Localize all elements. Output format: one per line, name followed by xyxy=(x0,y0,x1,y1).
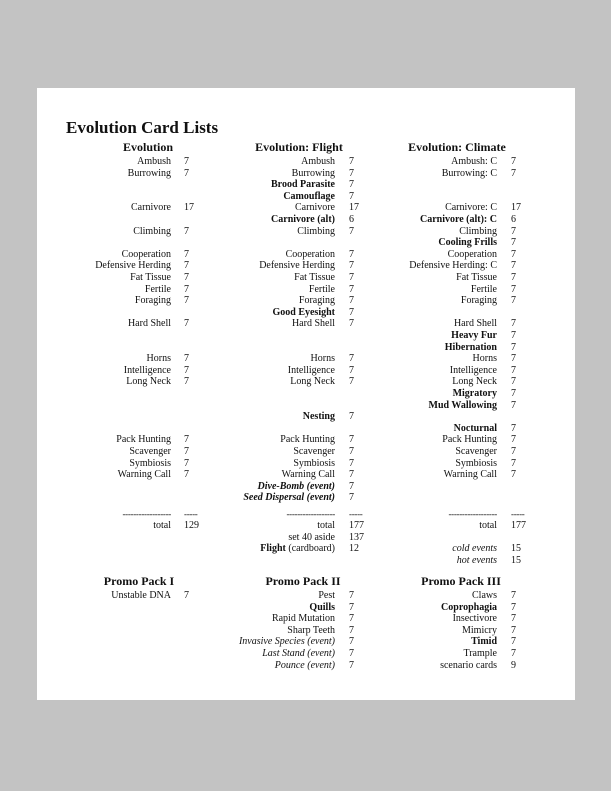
separator-dashes: ----- xyxy=(511,509,525,519)
list-item-name: Fat Tissue xyxy=(456,272,497,283)
promo-item-count: 7 xyxy=(511,648,516,659)
list-item-name: Mud Wallowing xyxy=(428,399,497,411)
list-item-count: 7 xyxy=(511,260,516,272)
separator-dashes: ------------------ xyxy=(448,509,497,519)
list-item-count: 7 xyxy=(184,364,189,376)
page-title: Evolution Card Lists xyxy=(66,118,219,137)
list-item-count: 7 xyxy=(184,248,189,260)
promo-item-name: Quills xyxy=(309,601,335,613)
list-item-name: Nocturnal xyxy=(453,422,497,434)
promo-item-count: 7 xyxy=(349,601,354,613)
promo-item-count: 7 xyxy=(511,624,516,636)
list-item-name: Migratory xyxy=(452,388,497,399)
promo-header: Promo Pack I xyxy=(103,574,175,588)
promo-item-count: 7 xyxy=(349,613,354,625)
list-item-name: Pack Hunting xyxy=(116,434,171,446)
list-item-name: Cooperation xyxy=(121,248,171,260)
promo-item-count: 7 xyxy=(184,590,189,601)
list-item-count: 7 xyxy=(184,283,189,295)
list-item-count: 7 xyxy=(349,457,354,469)
list-item-count: 7 xyxy=(511,330,516,341)
promo-item-count: 7 xyxy=(511,613,516,625)
promo-item-count: 7 xyxy=(511,601,516,613)
list-item-name: Dive-Bomb (event) xyxy=(257,480,335,492)
total-value: 129 xyxy=(184,520,199,531)
promo-header: Promo Pack III xyxy=(421,574,501,588)
list-item-name: Scavenger xyxy=(293,446,335,457)
list-item-name: Fertile xyxy=(308,283,335,295)
list-item-count: 7 xyxy=(511,318,516,330)
separator-dashes: ------------------ xyxy=(286,509,335,519)
list-item-count: 17 xyxy=(349,202,359,214)
list-item-count: 7 xyxy=(511,353,516,365)
separator-dashes: ------------------ xyxy=(122,509,171,519)
list-item-count: 7 xyxy=(184,434,189,446)
list-item-name: Symbiosis xyxy=(129,457,171,469)
list-item-count: 7 xyxy=(349,179,354,191)
total-value: 177 xyxy=(511,520,526,531)
list-item-count: 7 xyxy=(184,272,189,283)
total-value: 12 xyxy=(349,543,359,555)
list-item-name: Climbing xyxy=(297,225,335,237)
list-item-count: 7 xyxy=(184,225,189,237)
list-item-name: Fat Tissue xyxy=(294,272,335,283)
list-item-name: Intelligence xyxy=(449,364,497,376)
list-item-name: Ambush: C xyxy=(451,156,497,167)
total-label xyxy=(260,543,335,554)
list-item-count: 7 xyxy=(511,295,516,307)
list-item-count: 7 xyxy=(511,341,516,353)
total-label: total xyxy=(153,520,171,531)
list-item-name: Pack Hunting xyxy=(280,434,335,446)
list-header: Evolution xyxy=(122,140,173,154)
total-label: total xyxy=(479,520,497,531)
list-item-name: Hard Shell xyxy=(127,318,171,330)
list-item-count: 17 xyxy=(184,202,194,214)
total-label-bold: Flight xyxy=(260,543,286,555)
list-item-count: 7 xyxy=(511,376,516,388)
list-item-count: 7 xyxy=(349,353,354,365)
list-item-name: Defensive Herding xyxy=(259,260,335,272)
list-item-name: Carnivore (alt): C xyxy=(419,214,497,225)
list-item-count: 7 xyxy=(349,156,354,167)
list-item-count: 17 xyxy=(511,202,521,214)
promo-item-name: Rapid Mutation xyxy=(271,613,335,625)
promo-item-name: Invasive Species (event) xyxy=(238,636,335,648)
list-item-count: 7 xyxy=(349,318,354,330)
list-item-count: 7 xyxy=(511,422,516,434)
total-label-rest: (cardboard) xyxy=(285,543,335,555)
list-item-name: Horns xyxy=(472,353,497,365)
list-item-name: Horns xyxy=(310,353,335,365)
promo-item-count: 7 xyxy=(511,590,516,601)
document-page xyxy=(37,88,575,700)
promo-item-name: Last Stand (event) xyxy=(262,648,335,659)
list-item-name: Fat Tissue xyxy=(130,272,171,283)
list-item-name: Fertile xyxy=(144,283,171,295)
list-item-name: Scavenger xyxy=(129,446,171,457)
list-item-count: 7 xyxy=(511,446,516,457)
list-item-name: Foraging xyxy=(298,295,335,307)
list-item-name: Heavy Fur xyxy=(451,330,497,341)
promo-item-name: Pounce (event) xyxy=(274,659,335,671)
list-item-name: Symbiosis xyxy=(455,457,497,469)
list-item-name: Defensive Herding: C xyxy=(409,260,497,272)
list-item-count: 7 xyxy=(511,469,516,481)
list-item-name: Warning Call xyxy=(117,469,171,481)
list-item-count: 7 xyxy=(349,480,354,492)
list-item-count: 7 xyxy=(349,434,354,446)
list-item-count: 6 xyxy=(511,214,516,225)
list-item-name: Scavenger xyxy=(455,446,497,457)
promo-item-name: Mimicry xyxy=(462,624,497,636)
total-value: 137 xyxy=(349,531,364,543)
list-item-count: 7 xyxy=(349,248,354,260)
list-item-count: 7 xyxy=(511,388,516,399)
list-item-count: 7 xyxy=(349,167,354,179)
list-item-count: 7 xyxy=(184,318,189,330)
list-header: Evolution: Flight xyxy=(255,140,343,154)
list-item-count: 7 xyxy=(511,272,516,283)
list-item-name: Defensive Herding xyxy=(95,260,171,272)
promo-item-name: Coprophagia xyxy=(441,601,497,613)
list-item-count: 7 xyxy=(511,364,516,376)
list-item-count: 7 xyxy=(349,295,354,307)
list-item-name: Burrowing xyxy=(127,167,171,179)
promo-item-count: 7 xyxy=(349,636,354,648)
promo-item-count: 7 xyxy=(511,636,516,648)
list-item-count: 7 xyxy=(349,446,354,457)
list-item-count: 7 xyxy=(184,156,189,167)
list-item-count: 7 xyxy=(184,295,189,307)
list-item-name: Burrowing xyxy=(291,167,335,179)
list-item-count: 7 xyxy=(349,190,354,202)
list-item-name: Intelligence xyxy=(123,364,171,376)
list-item-name: Carnivore: C xyxy=(445,202,497,214)
list-item-name: Brood Parasite xyxy=(271,179,335,191)
total-label: total xyxy=(317,520,335,531)
list-item-count: 7 xyxy=(349,376,354,388)
list-item-count: 7 xyxy=(349,306,354,318)
list-item-name: Ambush xyxy=(301,156,335,167)
list-item-name: Carnivore xyxy=(295,202,335,214)
promo-item-name: Trample xyxy=(463,648,497,659)
list-item-count: 7 xyxy=(349,283,354,295)
promo-item-name: Sharp Teeth xyxy=(287,624,335,636)
promo-item-name: scenario cards xyxy=(440,659,497,671)
list-item-name: Hard Shell xyxy=(291,318,335,330)
separator-dashes: ----- xyxy=(349,509,363,519)
list-item-name: Ambush xyxy=(137,156,171,167)
list-item-count: 7 xyxy=(511,434,516,446)
list-item-name: Cooling Frills xyxy=(438,237,497,249)
total-value: 15 xyxy=(511,554,521,566)
list-item-name: Foraging xyxy=(134,295,171,307)
list-item-count: 7 xyxy=(511,237,516,249)
list-item-count: 7 xyxy=(349,364,354,376)
total-value: 177 xyxy=(349,520,364,531)
list-header: Evolution: Climate xyxy=(408,140,506,154)
list-item-name: Foraging xyxy=(460,295,497,307)
list-item-name: Intelligence xyxy=(287,364,335,376)
list-item-count: 7 xyxy=(184,469,189,481)
list-item-name: Carnivore xyxy=(131,202,171,214)
total-value: 15 xyxy=(511,543,521,555)
list-item-name: Nesting xyxy=(302,411,335,423)
list-item-count: 7 xyxy=(349,411,354,423)
list-item-name: Long Neck xyxy=(452,376,497,388)
promo-item-name: Pest xyxy=(318,590,335,601)
list-item-count: 7 xyxy=(511,156,516,167)
list-item-name: Symbiosis xyxy=(293,457,335,469)
promo-item-name: Unstable DNA xyxy=(111,590,171,601)
list-item-name: Fertile xyxy=(470,283,497,295)
list-item-name: Good Eyesight xyxy=(272,306,335,318)
list-item-name: Horns xyxy=(146,353,171,365)
promo-item-name: Timid xyxy=(471,636,497,648)
list-item-count: 7 xyxy=(184,376,189,388)
list-item-count: 6 xyxy=(349,214,354,225)
list-item-count: 7 xyxy=(511,399,516,411)
list-item-count: 7 xyxy=(349,260,354,272)
list-item-name: Long Neck xyxy=(126,376,171,388)
list-item-name: Climbing xyxy=(459,225,497,237)
promo-item-name: Insectivore xyxy=(452,613,497,625)
list-item-count: 7 xyxy=(184,446,189,457)
promo-item-count: 7 xyxy=(349,590,354,601)
list-item-count: 7 xyxy=(184,260,189,272)
list-item-name: Burrowing: C xyxy=(441,167,497,179)
list-item-name: Warning Call xyxy=(281,469,335,481)
promo-item-count: 9 xyxy=(511,659,516,671)
total-label: set 40 aside xyxy=(288,531,335,543)
separator-dashes: ----- xyxy=(184,509,198,519)
list-item-count: 7 xyxy=(349,492,354,504)
list-item-count: 7 xyxy=(349,469,354,481)
list-item-count: 7 xyxy=(184,353,189,365)
list-item-name: Cooperation xyxy=(285,248,335,260)
list-item-name: Seed Dispersal (event) xyxy=(243,492,335,504)
promo-item-count: 7 xyxy=(349,648,354,659)
total-label: hot events xyxy=(456,554,497,566)
list-item-count: 7 xyxy=(184,457,189,469)
list-item-count: 7 xyxy=(511,167,516,179)
promo-item-name: Claws xyxy=(472,590,497,601)
list-item-count: 7 xyxy=(349,225,354,237)
promo-item-count: 7 xyxy=(349,659,354,671)
list-item-name: Climbing xyxy=(133,225,171,237)
list-item-name: Camouflage xyxy=(283,190,335,202)
list-item-name: Warning Call xyxy=(443,469,497,481)
list-item-count: 7 xyxy=(184,167,189,179)
list-item-count: 7 xyxy=(349,272,354,283)
promo-header: Promo Pack II xyxy=(265,574,341,588)
list-item-count: 7 xyxy=(511,225,516,237)
list-item-count: 7 xyxy=(511,457,516,469)
list-item-name: Carnivore (alt) xyxy=(271,214,335,225)
list-item-name: Cooperation xyxy=(447,248,497,260)
list-item-name: Pack Hunting xyxy=(442,434,497,446)
promo-item-count: 7 xyxy=(349,624,354,636)
total-label: cold events xyxy=(452,543,497,555)
list-item-name: Long Neck xyxy=(290,376,335,388)
list-item-name: Hard Shell xyxy=(453,318,497,330)
list-item-name: Hibernation xyxy=(444,341,497,353)
list-item-count: 7 xyxy=(511,248,516,260)
list-item-count: 7 xyxy=(511,283,516,295)
